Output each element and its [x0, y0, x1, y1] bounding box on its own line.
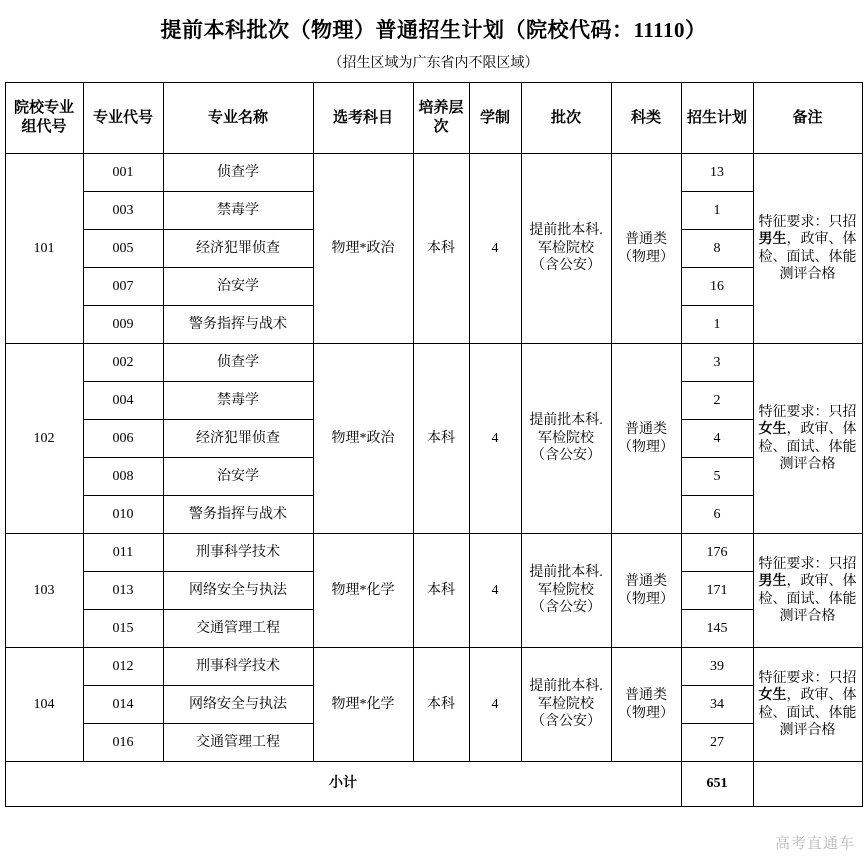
batch-cell: 提前批本科.军检院校（含公安） — [521, 154, 611, 344]
major-code-cell: 010 — [83, 496, 163, 534]
quota-cell: 1 — [681, 306, 753, 344]
major-name-cell: 禁毒学 — [163, 382, 313, 420]
category-cell: 普通类（物理） — [611, 344, 681, 534]
subject-cell: 物理*化学 — [313, 534, 413, 648]
batch-cell: 提前批本科.军检院校（含公安） — [521, 648, 611, 762]
major-name-cell: 网络安全与执法 — [163, 686, 313, 724]
major-name-cell: 刑事科学技术 — [163, 534, 313, 572]
remark-suffix: ，政审、体检、面试、体能测评合格 — [758, 422, 857, 472]
major-name-cell: 侦查学 — [163, 154, 313, 192]
major-name-cell: 禁毒学 — [163, 192, 313, 230]
quota-cell: 5 — [681, 458, 753, 496]
remark-cell — [753, 344, 862, 534]
level-cell: 本科 — [413, 344, 469, 534]
years-cell: 4 — [469, 648, 521, 762]
table-row — [5, 648, 862, 686]
major-name-cell: 警务指挥与战术 — [163, 496, 313, 534]
col-header-years: 学制 — [469, 83, 521, 154]
quota-cell: 3 — [681, 344, 753, 382]
quota-cell: 39 — [681, 648, 753, 686]
major-name-cell: 治安学 — [163, 458, 313, 496]
category-cell: 普通类（物理） — [611, 154, 681, 344]
footer-label: 小计 — [5, 762, 681, 807]
major-code-cell: 013 — [83, 572, 163, 610]
remark-prefix: 特征要求：只招 — [758, 404, 857, 420]
batch-cell: 提前批本科.军检院校（含公安） — [521, 344, 611, 534]
subject-cell: 物理*化学 — [313, 648, 413, 762]
major-name-cell: 经济犯罪侦查 — [163, 230, 313, 268]
major-name-cell: 侦查学 — [163, 344, 313, 382]
batch-cell: 提前批本科.军检院校（含公安） — [521, 534, 611, 648]
col-header-major-name: 专业名称 — [163, 83, 313, 154]
table-row — [5, 154, 862, 192]
subject-cell: 物理*政治 — [313, 154, 413, 344]
col-header-remark: 备注 — [753, 83, 862, 154]
col-header-major-code: 专业代号 — [83, 83, 163, 154]
col-header-category: 科类 — [611, 83, 681, 154]
major-code-cell: 001 — [83, 154, 163, 192]
major-code-cell: 014 — [83, 686, 163, 724]
footer-remark-empty — [753, 762, 862, 807]
remark-suffix: ，政审、体检、面试、体能测评合格 — [758, 232, 857, 282]
admission-plan-table — [5, 82, 863, 807]
years-cell: 4 — [469, 534, 521, 648]
quota-cell: 171 — [681, 572, 753, 610]
quota-cell: 16 — [681, 268, 753, 306]
page-subtitle: （招生区域为广东省内不限区域） — [328, 56, 539, 71]
years-cell: 4 — [469, 154, 521, 344]
quota-cell: 8 — [681, 230, 753, 268]
quota-cell: 1 — [681, 192, 753, 230]
major-code-cell: 008 — [83, 458, 163, 496]
col-header-level: 培养层次 — [413, 83, 469, 154]
col-header-quota: 招生计划 — [681, 83, 753, 154]
quota-cell: 4 — [681, 420, 753, 458]
major-code-cell: 012 — [83, 648, 163, 686]
category-cell: 普通类（物理） — [611, 534, 681, 648]
remark-gender: 女生 — [758, 422, 787, 437]
table-body — [5, 154, 862, 762]
watermark: 高考直通车 — [774, 835, 855, 852]
years-cell: 4 — [469, 344, 521, 534]
group-code-cell: 102 — [5, 344, 83, 534]
remark-cell — [753, 154, 862, 344]
page-title: 提前本科批次（物理）普通招生计划（院校代码：11110） — [160, 18, 707, 42]
remark-suffix: ，政审、体检、面试、体能测评合格 — [758, 574, 857, 624]
level-cell: 本科 — [413, 534, 469, 648]
quota-cell: 27 — [681, 724, 753, 762]
table-footer — [5, 762, 862, 807]
quota-cell: 145 — [681, 610, 753, 648]
remark-prefix: 特征要求：只招 — [758, 214, 857, 230]
remark-prefix: 特征要求：只招 — [758, 556, 857, 572]
level-cell: 本科 — [413, 648, 469, 762]
level-cell: 本科 — [413, 154, 469, 344]
quota-cell: 13 — [681, 154, 753, 192]
quota-cell: 2 — [681, 382, 753, 420]
col-header-subject: 选考科目 — [313, 83, 413, 154]
footer-total: 651 — [681, 762, 753, 807]
major-code-cell: 009 — [83, 306, 163, 344]
major-name-cell: 刑事科学技术 — [163, 648, 313, 686]
header-row — [5, 83, 862, 154]
table-row — [5, 534, 862, 572]
remark-suffix: ，政审、体检、面试、体能测评合格 — [758, 688, 857, 738]
col-header-batch: 批次 — [521, 83, 611, 154]
table-header — [5, 83, 862, 154]
major-name-cell: 交通管理工程 — [163, 610, 313, 648]
major-name-cell: 交通管理工程 — [163, 724, 313, 762]
major-name-cell: 经济犯罪侦查 — [163, 420, 313, 458]
major-code-cell: 016 — [83, 724, 163, 762]
quota-cell: 176 — [681, 534, 753, 572]
group-code-cell: 104 — [5, 648, 83, 762]
major-name-cell: 网络安全与执法 — [163, 572, 313, 610]
remark-prefix: 特征要求：只招 — [758, 670, 857, 686]
major-code-cell: 004 — [83, 382, 163, 420]
footer-row — [5, 762, 862, 807]
remark-gender: 女生 — [758, 688, 787, 703]
group-code-cell: 101 — [5, 154, 83, 344]
major-code-cell: 003 — [83, 192, 163, 230]
remark-gender: 男生 — [758, 232, 787, 247]
major-code-cell: 011 — [83, 534, 163, 572]
major-name-cell: 治安学 — [163, 268, 313, 306]
major-code-cell: 005 — [83, 230, 163, 268]
category-cell: 普通类（物理） — [611, 648, 681, 762]
major-code-cell: 007 — [83, 268, 163, 306]
remark-gender: 男生 — [758, 574, 787, 589]
table-row — [5, 344, 862, 382]
quota-cell: 6 — [681, 496, 753, 534]
col-header-group-code: 院校专业组代号 — [5, 83, 83, 154]
group-code-cell: 103 — [5, 534, 83, 648]
major-code-cell: 002 — [83, 344, 163, 382]
subject-cell: 物理*政治 — [313, 344, 413, 534]
major-code-cell: 015 — [83, 610, 163, 648]
major-name-cell: 警务指挥与战术 — [163, 306, 313, 344]
quota-cell: 34 — [681, 686, 753, 724]
remark-cell — [753, 534, 862, 648]
remark-cell — [753, 648, 862, 762]
major-code-cell: 006 — [83, 420, 163, 458]
